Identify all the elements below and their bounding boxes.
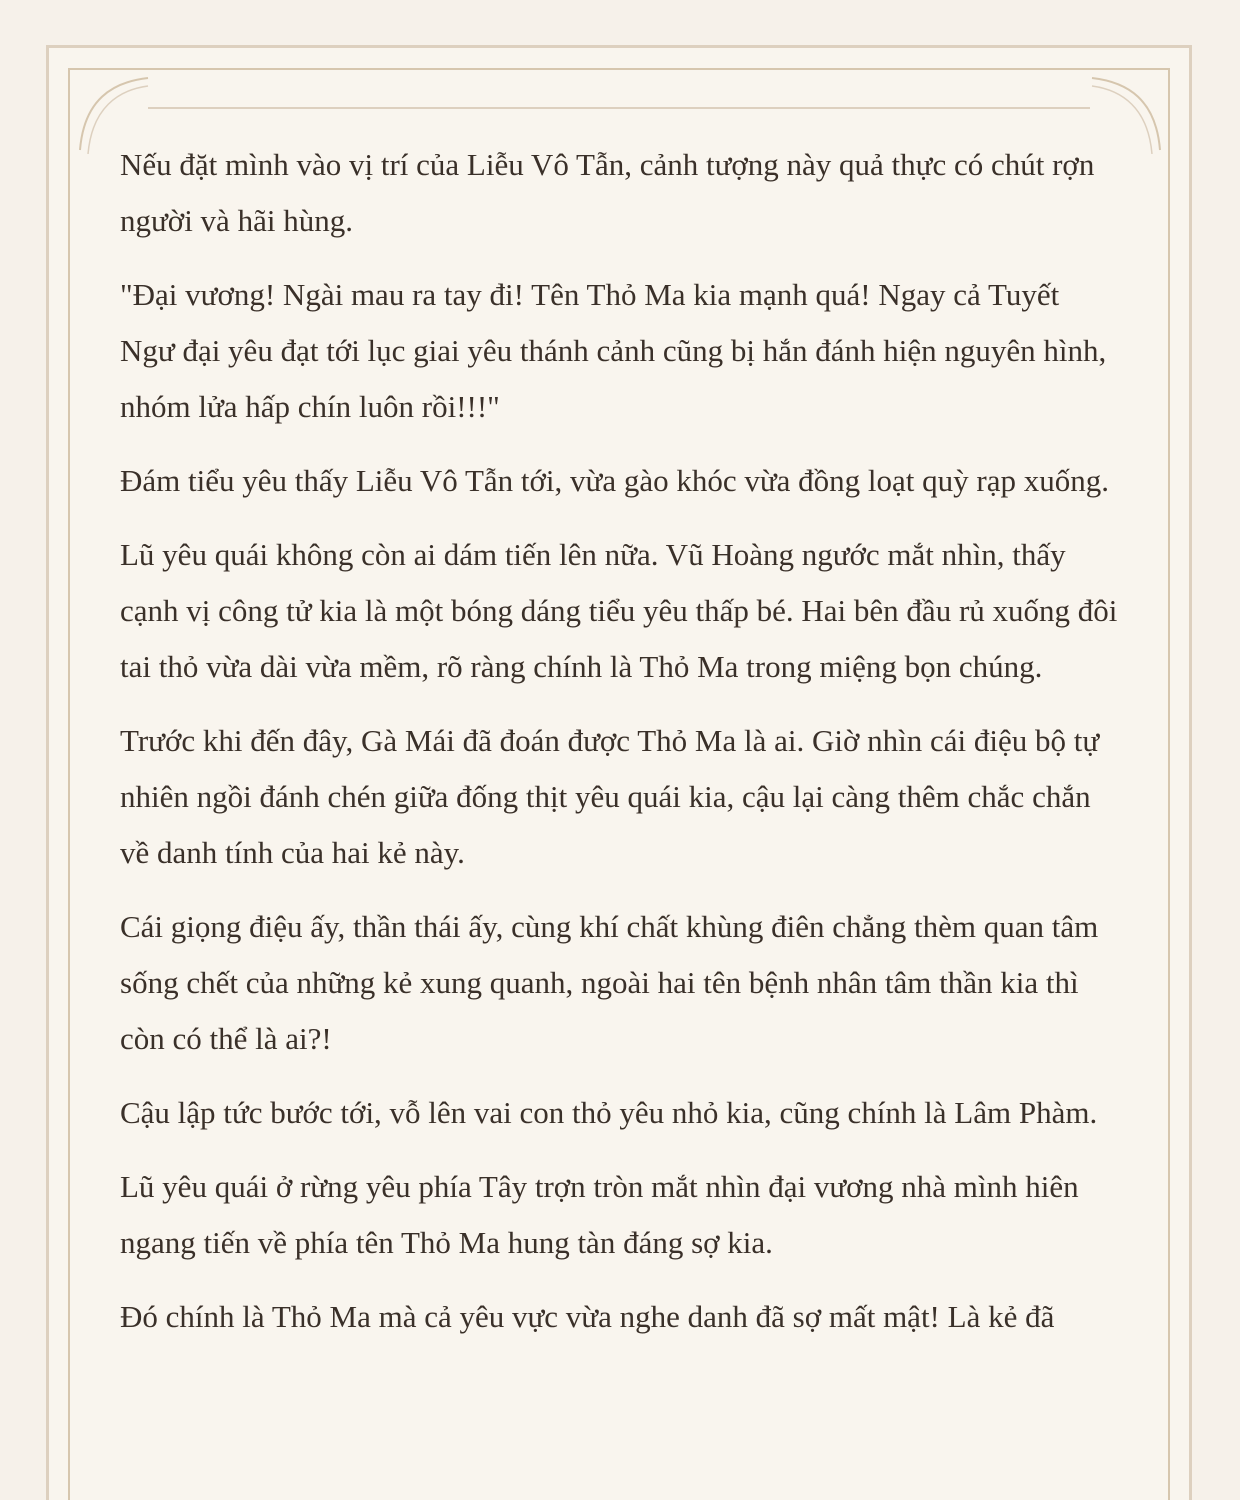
top-divider-line [148,107,1090,109]
paragraph: Trước khi đến đây, Gà Mái đã đoán được Thỏ Ma là ai. Giờ nhìn cái điệu bộ tự nhiên ngồi đánh chén giữa đống thịt yêu quái kia, cậu lại càng thêm chắc chắn về danh tính của hai kẻ này. [120,723,1100,870]
chapter-text [120,137,1120,1363]
paragraph: Cậu lập tức bước tới, vỗ lên vai con thỏ yêu nhỏ kia, cũng chính là Lâm Phàm. [120,1095,1098,1130]
paragraph: Nếu đặt mình vào vị trí của Liễu Vô Tẫn, cảnh tượng này quả thực có chút rợn người và hãi hùng. [120,147,1095,238]
paragraph: Đó chính là Thỏ Ma mà cả yêu vực vừa nghe danh đã sợ mất mật! Là kẻ đã [120,1299,1055,1334]
paragraph: Đám tiểu yêu thấy Liễu Vô Tẫn tới, vừa gào khóc vừa đồng loạt quỳ rạp xuống. [120,463,1109,498]
paragraph: Cái giọng điệu ấy, thần thái ấy, cùng khí chất khùng điên chẳng thèm quan tâm sống chết của những kẻ xung quanh, ngoài hai tên bệnh nhân tâm thần kia thì còn có thể là ai?! [120,909,1099,1056]
paragraph: Lũ yêu quái không còn ai dám tiến lên nữa. Vũ Hoàng ngước mắt nhìn, thấy cạnh vị công tử kia là một bóng dáng tiểu yêu thấp bé. Hai bên đầu rủ xuống đôi tai thỏ vừa dài vừa mềm, rõ ràng chính là Thỏ Ma trong miệng bọn chúng. [120,537,1118,684]
paragraph: "Đại vương! Ngài mau ra tay đi! Tên Thỏ Ma kia mạnh quá! Ngay cả Tuyết Ngư đại yêu đạt tới lục giai yêu thánh cảnh cũng bị hắn đánh hiện nguyên hình, nhóm lửa hấp chín luôn rồi!!!" [120,277,1107,424]
paragraph: Lũ yêu quái ở rừng yêu phía Tây trợn tròn mắt nhìn đại vương nhà mình hiên ngang tiến về phía tên Thỏ Ma hung tàn đáng sợ kia. [120,1169,1079,1260]
